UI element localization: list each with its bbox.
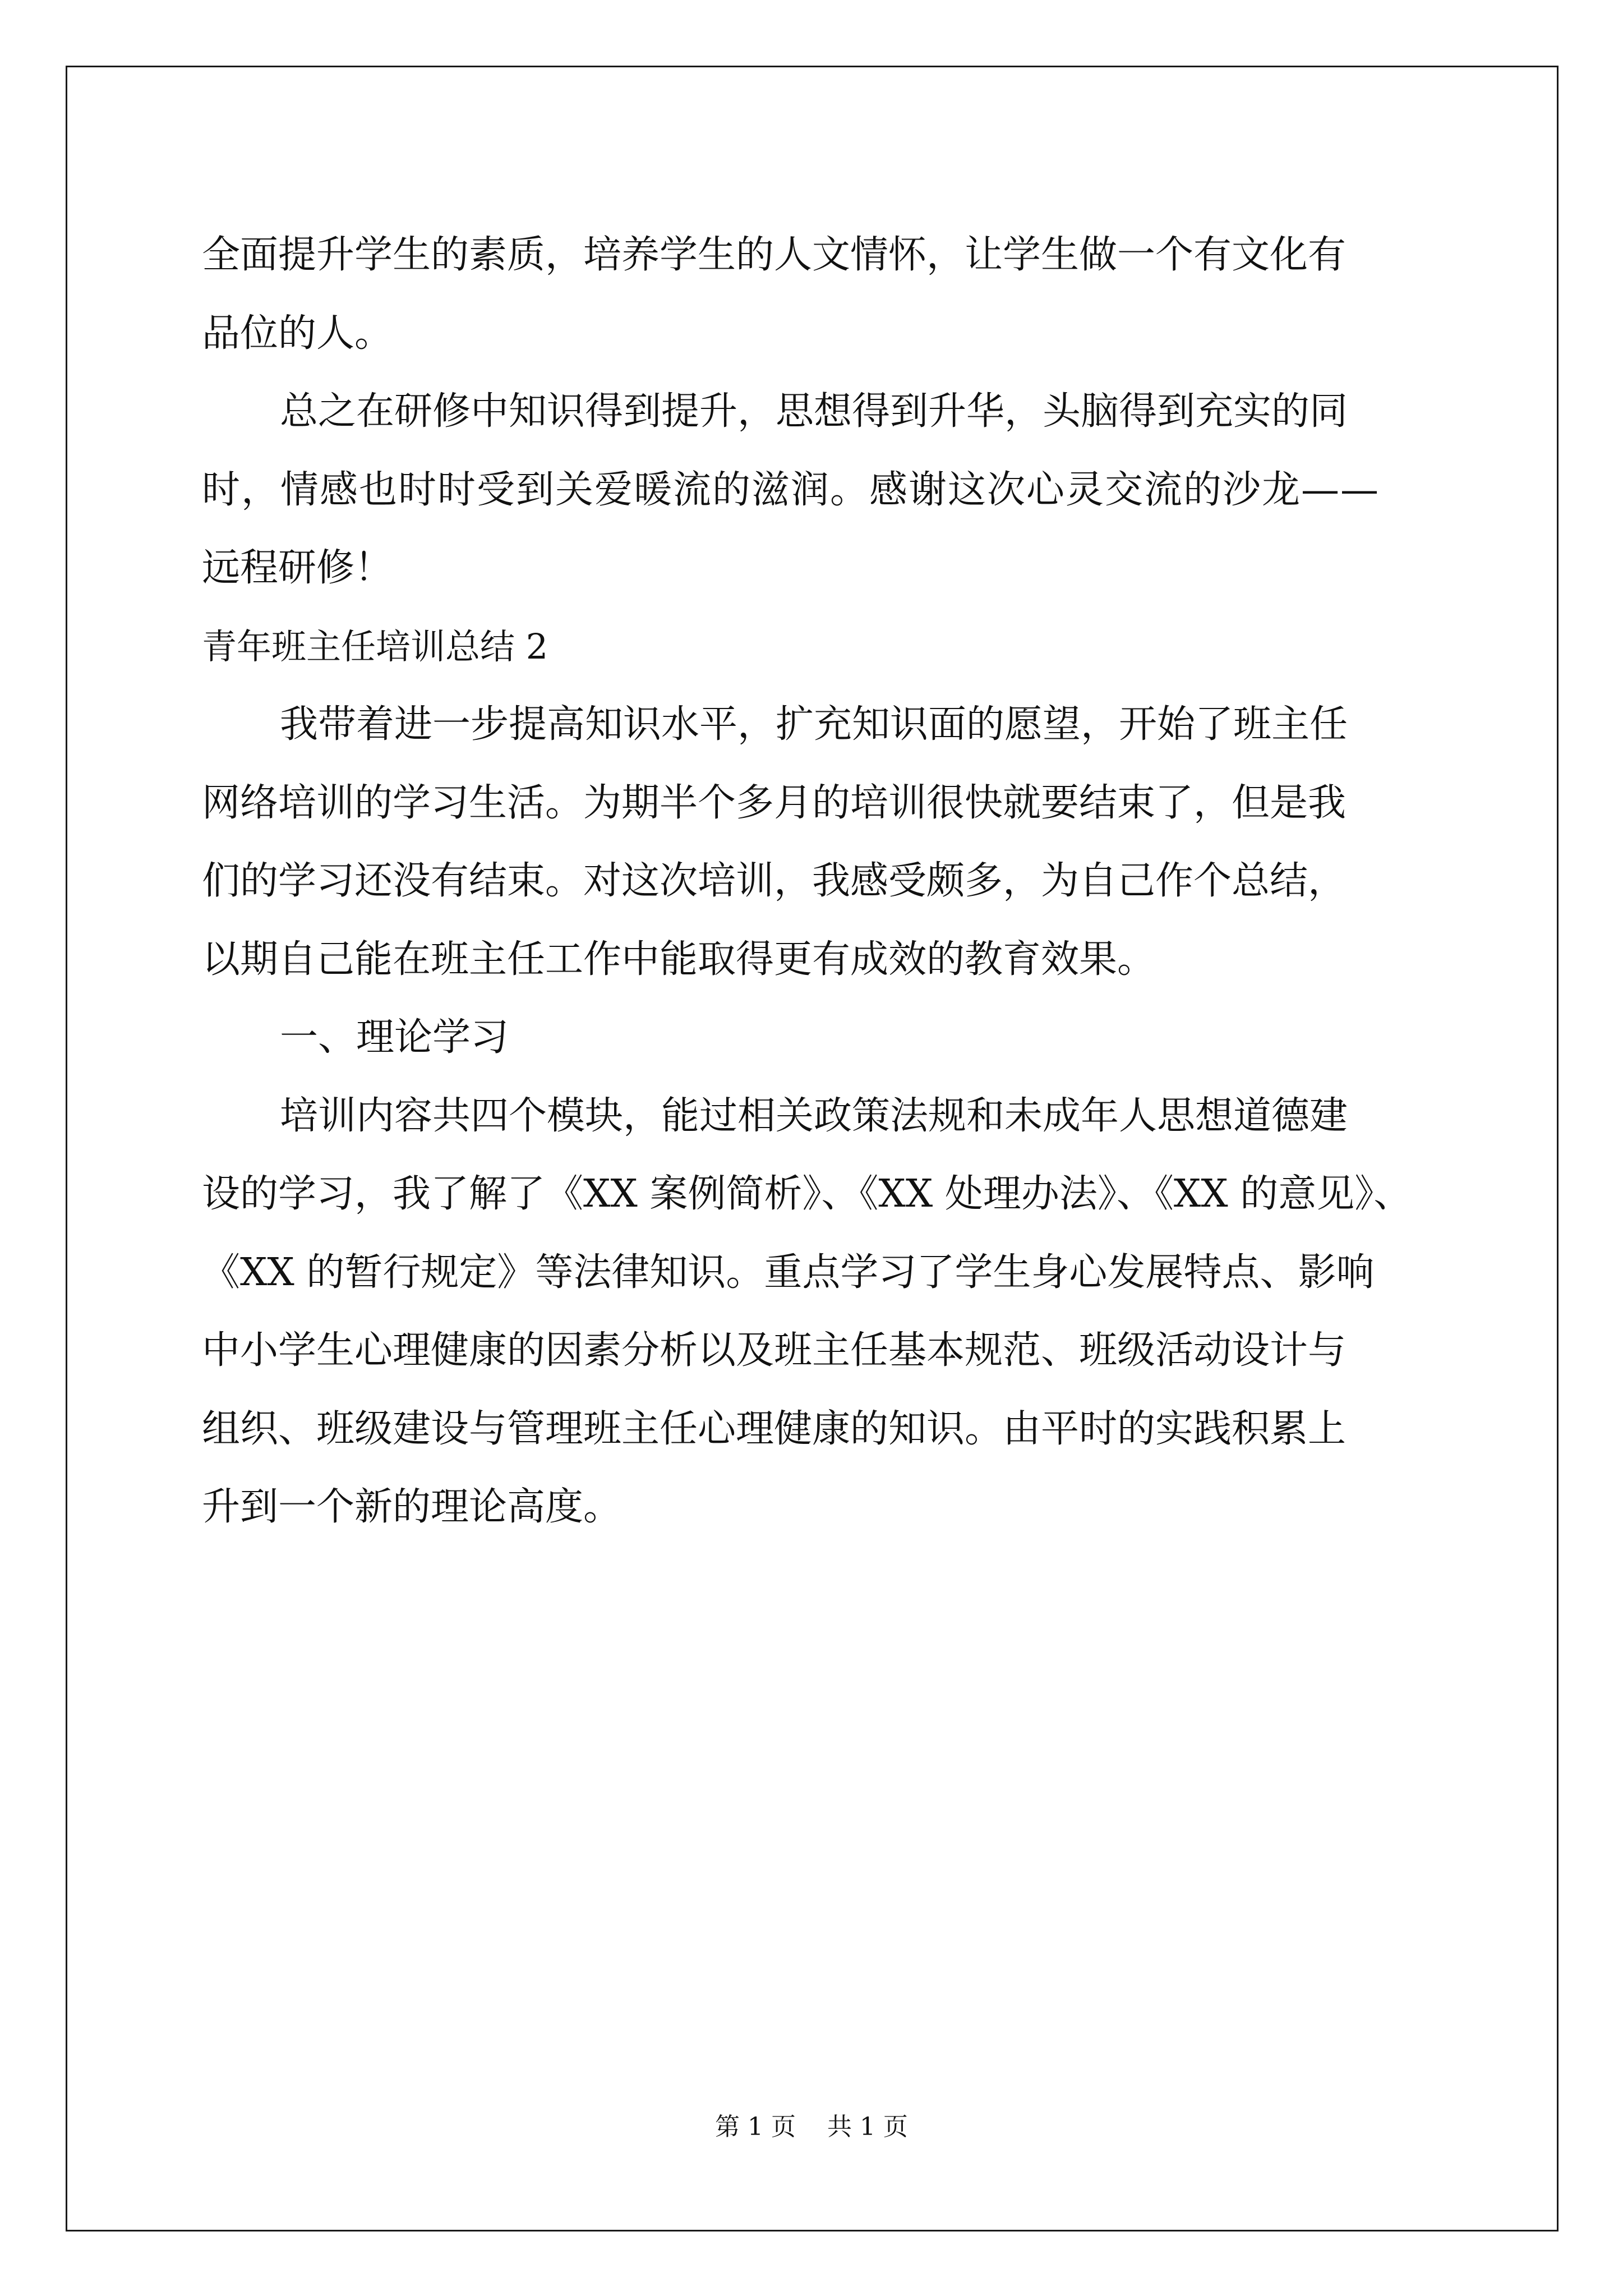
paragraph-line: 培训内容共四个模块，能过相关政策法规和未成年人思想道德建 bbox=[280, 1093, 1348, 1138]
paragraph-line: 网络培训的学习生活。为期半个多月的培训很快就要结束了，但是我 bbox=[202, 780, 1347, 825]
paragraph-line: 组织、班级建设与管理班主任心理健康的知识。由平时的实践积累上 bbox=[202, 1406, 1347, 1451]
subheading: 一、理论学习 bbox=[280, 1015, 509, 1060]
page-number: 第 1 页 bbox=[715, 2113, 796, 2141]
paragraph-line: 们的学习还没有结束。对这次培训，我感受颇多，为自己作个总结， bbox=[202, 859, 1347, 903]
paragraph-line: 设的学习，我了解了《XX 案例简析》、《XX 处理办法》、《XX 的意见》、 bbox=[202, 1172, 1412, 1216]
paragraph-line: 《XX 的暂行规定》等法律知识。重点学习了学生身心发展特点、影响 bbox=[202, 1250, 1375, 1295]
section-title: 青年班主任培训总结 2 bbox=[202, 625, 548, 667]
paragraph-line: 品位的人。 bbox=[202, 311, 393, 356]
paragraph-line: 以期自己能在班主任工作中能取得更有成效的教育效果。 bbox=[202, 937, 1156, 982]
paragraph-line: 中小学生心理健康的因素分析以及班主任基本规范、班级活动设计与 bbox=[202, 1328, 1347, 1373]
document-body bbox=[202, 216, 1424, 1547]
paragraph-line: 升到一个新的理论高度。 bbox=[202, 1485, 622, 1529]
paragraph-line: 总之在研修中知识得到提升，思想得到升华，头脑得到充实的同 bbox=[280, 389, 1348, 434]
paragraph-line: 时，情感也时时受到关爱暖流的滋润。感谢这次心灵交流的沙龙—— bbox=[202, 467, 1380, 512]
page-total: 共 1 页 bbox=[827, 2113, 908, 2141]
paragraph-line: 远程研修！ bbox=[202, 546, 393, 590]
paragraph-line: 全面提升学生的素质，培养学生的人文情怀，让学生做一个有文化有 bbox=[202, 233, 1347, 277]
paragraph-line: 我带着进一步提高知识水平，扩充知识面的愿望，开始了班主任 bbox=[280, 702, 1348, 747]
page-footer bbox=[0, 2106, 1623, 2142]
